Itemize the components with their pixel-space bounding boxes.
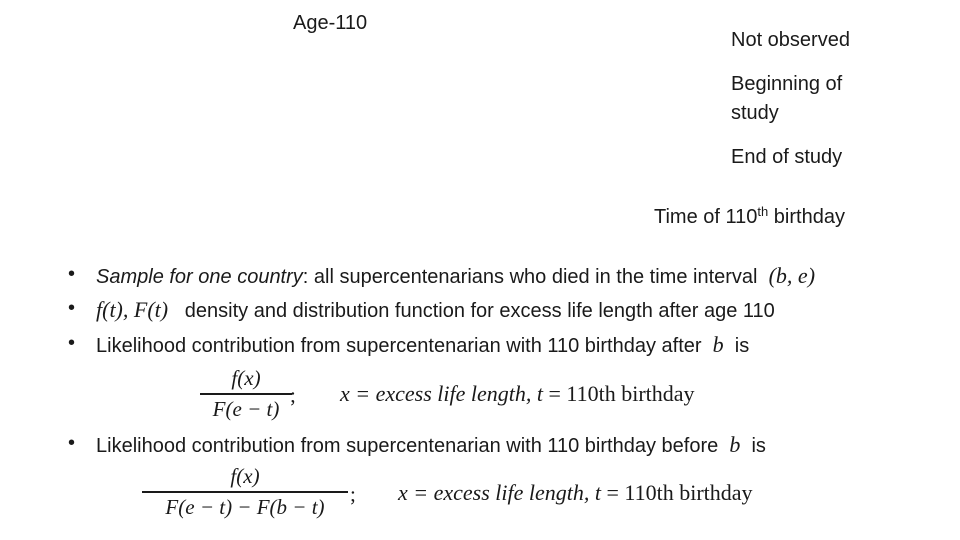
formula-2-fraction bbox=[142, 464, 348, 520]
formula-1-numerator: f(x) bbox=[231, 366, 261, 390]
bullet-likelihood-after-is: is bbox=[734, 335, 750, 357]
formula-2-denominator: F(e − t) − F(b − t) bbox=[165, 494, 325, 519]
bullet-dot: • bbox=[68, 332, 76, 354]
bullet-density-math: f(t), F(t) bbox=[96, 297, 169, 322]
formula-2-numerator: f(x) bbox=[230, 464, 260, 488]
formula-1-def-post: = 110th birthday bbox=[548, 381, 695, 406]
time-110th-post: birthday bbox=[768, 206, 845, 228]
time-110th-birthday-label bbox=[654, 206, 845, 229]
time-110th-pre: Time of 110 bbox=[654, 206, 758, 228]
bullet-likelihood-before-text: Likelihood contribution from supercentenarian with 110 birthday before bbox=[96, 435, 719, 457]
bullet-sample-interval: (b, e) bbox=[768, 263, 816, 288]
beginning-of-study-label-line2: study bbox=[731, 102, 779, 124]
formula-2-def-post: = 110th birthday bbox=[606, 480, 753, 505]
formula-1-bar bbox=[200, 393, 292, 395]
not-observed-label: Not observed bbox=[731, 29, 850, 51]
formula-2-separator: ; bbox=[350, 482, 356, 506]
bullet-likelihood-after-b: b bbox=[712, 332, 724, 357]
bullet-likelihood-after-text: Likelihood contribution from supercentenarian with 110 birthday after bbox=[96, 335, 702, 357]
bullet-likelihood-before-is: is bbox=[751, 435, 766, 457]
bullet-dot: • bbox=[68, 297, 76, 319]
bullet-likelihood-before-b: b bbox=[729, 432, 741, 457]
bullet-dot: • bbox=[68, 263, 76, 285]
formula-1-fraction bbox=[200, 366, 292, 422]
formula-2-definition bbox=[398, 480, 753, 506]
formula-2-def-pre: x = excess life length, bbox=[398, 480, 590, 505]
formula-1-denominator: F(e − t) bbox=[212, 396, 280, 421]
formula-1-definition bbox=[340, 381, 695, 407]
bullet-dot: • bbox=[68, 432, 76, 454]
bullet-sample-italic: Sample for one country bbox=[96, 266, 303, 288]
formula-1-def-t: t bbox=[536, 381, 544, 406]
formula-1-def-pre: x = excess life length, bbox=[340, 381, 532, 406]
bullet-density-text: density and distribution function for excess life length after age 110 bbox=[184, 300, 775, 322]
beginning-of-study-label-line1: Beginning of bbox=[731, 73, 843, 95]
time-110th-sup: th bbox=[757, 204, 769, 219]
bullet-sample-text: : all supercentenarians who died in the time interval bbox=[302, 266, 758, 288]
formula-1-separator: ; bbox=[290, 383, 296, 407]
formula-2-def-t: t bbox=[594, 480, 602, 505]
age-110-label: Age-110 bbox=[293, 12, 368, 34]
formula-2-bar bbox=[142, 491, 348, 493]
end-of-study-label: End of study bbox=[731, 146, 843, 168]
